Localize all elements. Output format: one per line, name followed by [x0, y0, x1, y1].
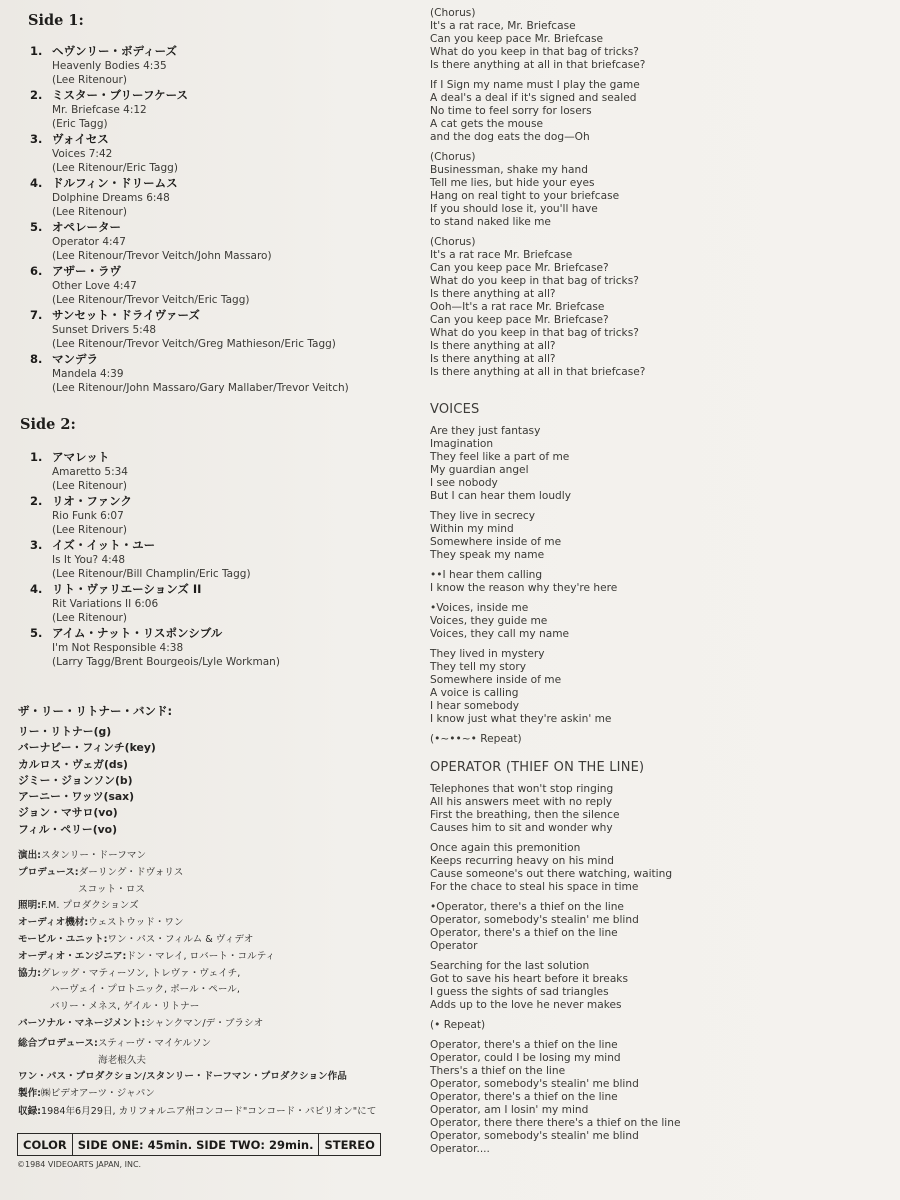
side-1-track-list [30, 44, 410, 396]
credit-audio-equipment: オーディオ機材:ウェストウッド・ワン [18, 917, 184, 929]
lyric-line: Somewhere inside of me [430, 536, 562, 548]
lyric-line: Can you keep pace Mr. Briefcase? [430, 314, 609, 326]
track-number: 1. [30, 450, 43, 464]
lyric-stanza [430, 510, 672, 562]
lyric-line: For the chace to steal his space in time [430, 881, 639, 893]
band-members [18, 724, 156, 838]
track-title-jp: 5. オペレーター [30, 220, 121, 234]
track-number: 4. [30, 582, 43, 596]
track-title-en: Mr. Briefcase 4:12 [52, 104, 147, 116]
track-credit: (Lee Ritenour/Trevor Veitch/John Massaro) [52, 250, 272, 262]
lyric-line: ••I hear them calling [430, 569, 543, 581]
copyright: ©1984 VIDEOARTS JAPAN, INC. [17, 1160, 142, 1169]
lyric-line: What do you keep in that bag of tricks? [430, 275, 639, 287]
lyric-line: Is there anything at all? [430, 288, 556, 300]
track-credit: (Lee Ritenour/Bill Champlin/Eric Tagg) [52, 568, 251, 580]
lyric-line: (Chorus) [430, 236, 476, 248]
lyric-line: Searching for the last solution [430, 960, 590, 972]
track-item [30, 88, 410, 132]
lyric-stanza [430, 602, 672, 641]
lyric-line: No time to feel sorry for losers [430, 105, 592, 117]
track-number: 2. [30, 494, 43, 508]
lyric-line: Operator, there's a thief on the line [430, 927, 618, 939]
track-number: 5. [30, 626, 43, 640]
band-member: アーニー・ワッツ(sax) [18, 790, 135, 804]
lyric-line: •Voices, inside me [430, 602, 529, 614]
lyric-line: They feel like a part of me [430, 451, 570, 463]
lyric-line: My guardian angel [430, 464, 529, 476]
track-number: 2. [30, 88, 43, 102]
band-member: カルロス・ヴェガ(ds) [18, 757, 128, 771]
spec-stereo: STEREO [324, 1137, 375, 1152]
lyric-line: Ooh—It's a rat race Mr. Briefcase [430, 301, 605, 313]
lyric-line: Keeps recurring heavy on his mind [430, 855, 614, 867]
lyric-line: Operator, there there there's a thief on the line [430, 1117, 681, 1129]
lyric-line: A deal's a deal if it's signed and sealed [430, 92, 637, 104]
spec-bar [17, 1133, 381, 1156]
track-credit: (Eric Tagg) [52, 118, 108, 130]
lyric-line: Is there anything at all in that briefcase? [430, 366, 646, 378]
credit-direction: 演出:スタンリー・ドーフマン [18, 850, 147, 861]
track-item [30, 352, 410, 396]
lyric-line: Operator, somebody's stealin' me blind [430, 1078, 639, 1090]
lyric-line: Voices, they call my name [430, 628, 570, 640]
lyric-stanza [430, 901, 672, 953]
band-member: リー・リトナー(g) [18, 725, 112, 738]
lyric-stanza [430, 960, 672, 1012]
lyric-line: Tell me lies, but hide your eyes [430, 177, 595, 189]
track-credit: (Lee Ritenour) [52, 612, 127, 624]
lyric-line: Is there anything at all in that briefcase? [430, 59, 646, 71]
track-title-jp: 3. ヴォイセス [30, 132, 109, 146]
track-title-en: I'm Not Responsible 4:38 [52, 642, 184, 654]
lyric-line: Businessman, shake my hand [430, 164, 588, 176]
track-title-jp: 3. イズ・イット・ユー [30, 538, 156, 552]
track-credit: (Larry Tagg/Brent Bourgeois/Lyle Workman) [52, 656, 280, 668]
track-number: 5. [30, 220, 43, 234]
lyric-line: It's a rat race, Mr. Briefcase [430, 20, 576, 32]
track-number: 4. [30, 176, 43, 190]
track-credit: (Lee Ritenour) [52, 480, 127, 492]
track-title-en: Mandela 4:39 [52, 368, 124, 380]
lyric-line: What do you keep in that bag of tricks? [430, 46, 639, 58]
track-item [30, 176, 410, 220]
lyric-line: Operator, somebody's stealin' me blind [430, 1130, 639, 1142]
lyric-line: (Chorus) [430, 7, 476, 19]
lyric-line: All his answers meet with no reply [430, 796, 613, 808]
track-item [30, 626, 410, 670]
lyric-line: Operator.... [430, 1143, 490, 1155]
lyric-line: Cause someone's out there watching, waiting [430, 868, 673, 880]
lyric-line: and the dog eats the dog—Oh [430, 131, 590, 143]
track-title-jp: 6. アザー・ラヴ [30, 264, 121, 278]
lyric-stanza [430, 1039, 681, 1156]
lyric-line: Somewhere inside of me [430, 674, 562, 686]
track-number: 3. [30, 538, 43, 552]
track-credit: (Lee Ritenour/Trevor Veitch/Greg Mathieson/Eric Tagg) [52, 338, 336, 350]
lyric-line: (•~••~• Repeat) [430, 733, 522, 745]
credit-general-producer-2: 海老根久夫 [98, 1054, 146, 1066]
track-item [30, 582, 410, 626]
credit-personal-management: パーソナル・マネージメント:シャンクマン/デ・ブラシオ [18, 1017, 264, 1029]
operator-lyrics [430, 760, 681, 1156]
track-item [30, 264, 410, 308]
track-title-en: Rit Variations II 6:06 [52, 598, 159, 610]
lyric-line: It's a rat race Mr. Briefcase [430, 249, 573, 261]
lyric-line: I know the reason why they're here [430, 582, 618, 594]
recording-info: 収録:1984年6月29日, カリフォルニア州コンコード"コンコード・パビリオン"にて [18, 1106, 377, 1117]
lyric-stanza [430, 842, 672, 894]
credit-cooperation: 協力:グレッグ・マティーソン, トレヴァ・ヴェイチ, [18, 967, 241, 979]
lyric-stanza [430, 1019, 672, 1032]
lyric-line: Operator, am I losin' my mind [430, 1104, 589, 1116]
track-title-en: Operator 4:47 [52, 236, 126, 248]
track-title-en: Rio Funk 6:07 [52, 510, 124, 522]
track-number: 8. [30, 352, 43, 366]
track-title-jp: 2. リオ・ファンク [30, 494, 132, 508]
track-title-jp: 4. ドルフィン・ドリームス [30, 176, 178, 190]
band-member: ジミー・ジョンソン(b) [18, 773, 133, 787]
lyric-line: A voice is calling [430, 687, 519, 699]
briefcase-lyrics [430, 7, 672, 379]
lyric-line: Operator, could I be losing my mind [430, 1052, 621, 1064]
lyric-line: Thers's a thief on the line [430, 1065, 566, 1077]
credit-lighting: 照明:F.M. プロダクションズ [18, 900, 139, 912]
lyric-stanza [430, 425, 672, 503]
staff-credits [18, 848, 413, 1103]
track-credit: (Lee Ritenour) [52, 524, 127, 536]
track-title-jp: 2. ミスター・ブリーフケース [30, 88, 189, 102]
credit-mobile-unit: モービル・ユニット:ワン・パス・フィルム & ヴィデオ [18, 933, 254, 945]
track-number: 6. [30, 264, 43, 278]
track-item [30, 450, 410, 494]
song-title-operator: OPERATOR (THIEF ON THE LINE) [430, 760, 645, 775]
lyric-line: They speak my name [430, 549, 545, 561]
track-title-jp: 5. アイム・ナット・リスポンシブル [30, 626, 223, 640]
track-number: 1. [30, 44, 43, 58]
lyric-line: (Chorus) [430, 151, 476, 163]
track-item [30, 308, 410, 352]
track-number: 3. [30, 132, 43, 146]
lyric-line: Operator, there's a thief on the line [430, 1039, 618, 1051]
band-member: バーナビー・フィンチ(key) [18, 741, 156, 755]
lyric-line: They lived in mystery [430, 648, 545, 660]
lyric-line: First the breathing, then the silence [430, 809, 620, 821]
lyric-line: Imagination [430, 438, 494, 450]
track-credit: (Lee Ritenour/Trevor Veitch/Eric Tagg) [52, 294, 250, 306]
track-title-en: Voices 7:42 [52, 148, 113, 160]
credit-production-work: ワン・パス・プロダクション/スタンリー・ドーフマン・プロダクション作品 [18, 1071, 347, 1083]
lyric-line: (• Repeat) [430, 1019, 486, 1031]
band-member: フィル・ペリー(vo) [18, 822, 118, 836]
lyric-line: I know just what they're askin' me [430, 713, 612, 725]
lyric-line: I guess the sights of sad triangles [430, 986, 609, 998]
spec-color: COLOR [18, 1134, 73, 1155]
lyric-line: •Operator, there's a thief on the line [430, 901, 624, 913]
side-2-track-list [30, 450, 410, 670]
lyric-line: A cat gets the mouse [430, 118, 544, 130]
credit-cooperation-3: バリー・メネス, ゲイル・リトナー [50, 1001, 200, 1013]
track-item [30, 132, 410, 176]
lyric-line: Within my mind [430, 523, 514, 535]
lyric-stanza [430, 7, 672, 72]
lyric-line: Can you keep pace Mr. Briefcase? [430, 262, 609, 274]
lyric-line: If you should lose it, you'll have [430, 203, 598, 215]
band-title: ザ・リー・リトナー・バンド: [18, 704, 173, 718]
lyric-stanza [430, 733, 672, 746]
lyric-line: I hear somebody [430, 700, 519, 712]
track-title-en: Sunset Drivers 5:48 [52, 324, 157, 336]
track-title-jp: 8. マンデラ [30, 352, 98, 366]
lyric-line: Once again this premonition [430, 842, 581, 854]
lyric-stanza [430, 783, 672, 835]
track-title-en: Other Love 4:47 [52, 280, 137, 292]
lyric-stanza [430, 79, 672, 144]
lyric-line: Is there anything at all? [430, 353, 556, 365]
lyric-line: Adds up to the love he never makes [430, 999, 622, 1011]
track-item [30, 220, 410, 264]
voices-lyrics [430, 402, 672, 746]
track-title-en: Amaretto 5:34 [52, 466, 128, 478]
side-2-heading: Side 2: [20, 416, 76, 433]
track-credit: (Lee Ritenour) [52, 74, 127, 86]
lyric-stanza [430, 236, 672, 379]
lyric-line: If I Sign my name must I play the game [430, 79, 640, 91]
lyric-line: Got to save his heart before it breaks [430, 973, 628, 985]
track-title-jp: 1. ヘヴンリー・ボディーズ [30, 44, 178, 58]
band-member: ジョン・マサロ(vo) [18, 806, 118, 820]
credit-producer: プロデュース:ダーリング・ドヴォリス [18, 866, 184, 878]
lyric-line: They tell my story [430, 661, 527, 673]
lyric-line: Are they just fantasy [430, 425, 541, 437]
lyric-line: Operator, somebody's stealin' me blind [430, 914, 639, 926]
track-number: 7. [30, 308, 43, 322]
lyric-line: Can you keep pace Mr. Briefcase [430, 33, 604, 45]
lyric-line: Operator [430, 940, 478, 952]
credit-general-producer: 総合プロデュース:スティーヴ・マイケルソン [18, 1037, 212, 1049]
song-title-voices: VOICES [430, 402, 480, 417]
lyric-line: Causes him to sit and wonder why [430, 822, 613, 834]
credit-audio-engineer: オーディオ・エンジニア:ドン・マレイ, ロバート・コルティ [18, 950, 276, 962]
lyric-line: But I can hear them loudly [430, 490, 571, 502]
lyric-line: Voices, they guide me [430, 615, 548, 627]
track-credit: (Lee Ritenour) [52, 206, 127, 218]
lyric-stanza [430, 569, 672, 595]
lyric-stanza [430, 151, 672, 229]
credit-cooperation-2: ハーヴェイ・プロトニック, ポール・ペール, [50, 984, 240, 996]
track-item [30, 538, 410, 582]
track-credit: (Lee Ritenour/Eric Tagg) [52, 162, 178, 174]
track-title-en: Heavenly Bodies 4:35 [52, 60, 167, 72]
track-title-jp: 1. アマレット [30, 450, 110, 464]
track-item [30, 494, 410, 538]
lyric-stanza [430, 648, 672, 726]
track-item [30, 44, 410, 88]
side-1-heading: Side 1: [28, 12, 84, 29]
track-title-jp: 4. リト・ヴァリエーションズ II [30, 582, 202, 596]
lyric-line: Is there anything at all? [430, 340, 556, 352]
credit-production: 製作:㈱ビデオアーツ・ジャパン [18, 1088, 155, 1100]
lyric-line: to stand naked like me [430, 216, 551, 228]
track-title-en: Dolphine Dreams 6:48 [52, 192, 170, 204]
lyric-line: They live in secrecy [430, 510, 536, 522]
track-credit: (Lee Ritenour/John Massaro/Gary Mallaber/Trevor Veitch) [52, 382, 349, 394]
lyric-line: What do you keep in that bag of tricks? [430, 327, 639, 339]
lyric-line: Hang on real tight to your briefcase [430, 190, 620, 202]
track-title-jp: 7. サンセット・ドライヴァーズ [30, 308, 200, 322]
spec-duration: SIDE ONE: 45min. SIDE TWO: 29min. [73, 1134, 320, 1155]
lyric-line: Telephones that won't stop ringing [430, 783, 614, 795]
lyric-line: I see nobody [430, 477, 498, 489]
credit-producer-2: スコット・ロス [78, 883, 145, 895]
lyric-line: Operator, there's a thief on the line [430, 1091, 618, 1103]
track-title-en: Is It You? 4:48 [52, 554, 126, 566]
